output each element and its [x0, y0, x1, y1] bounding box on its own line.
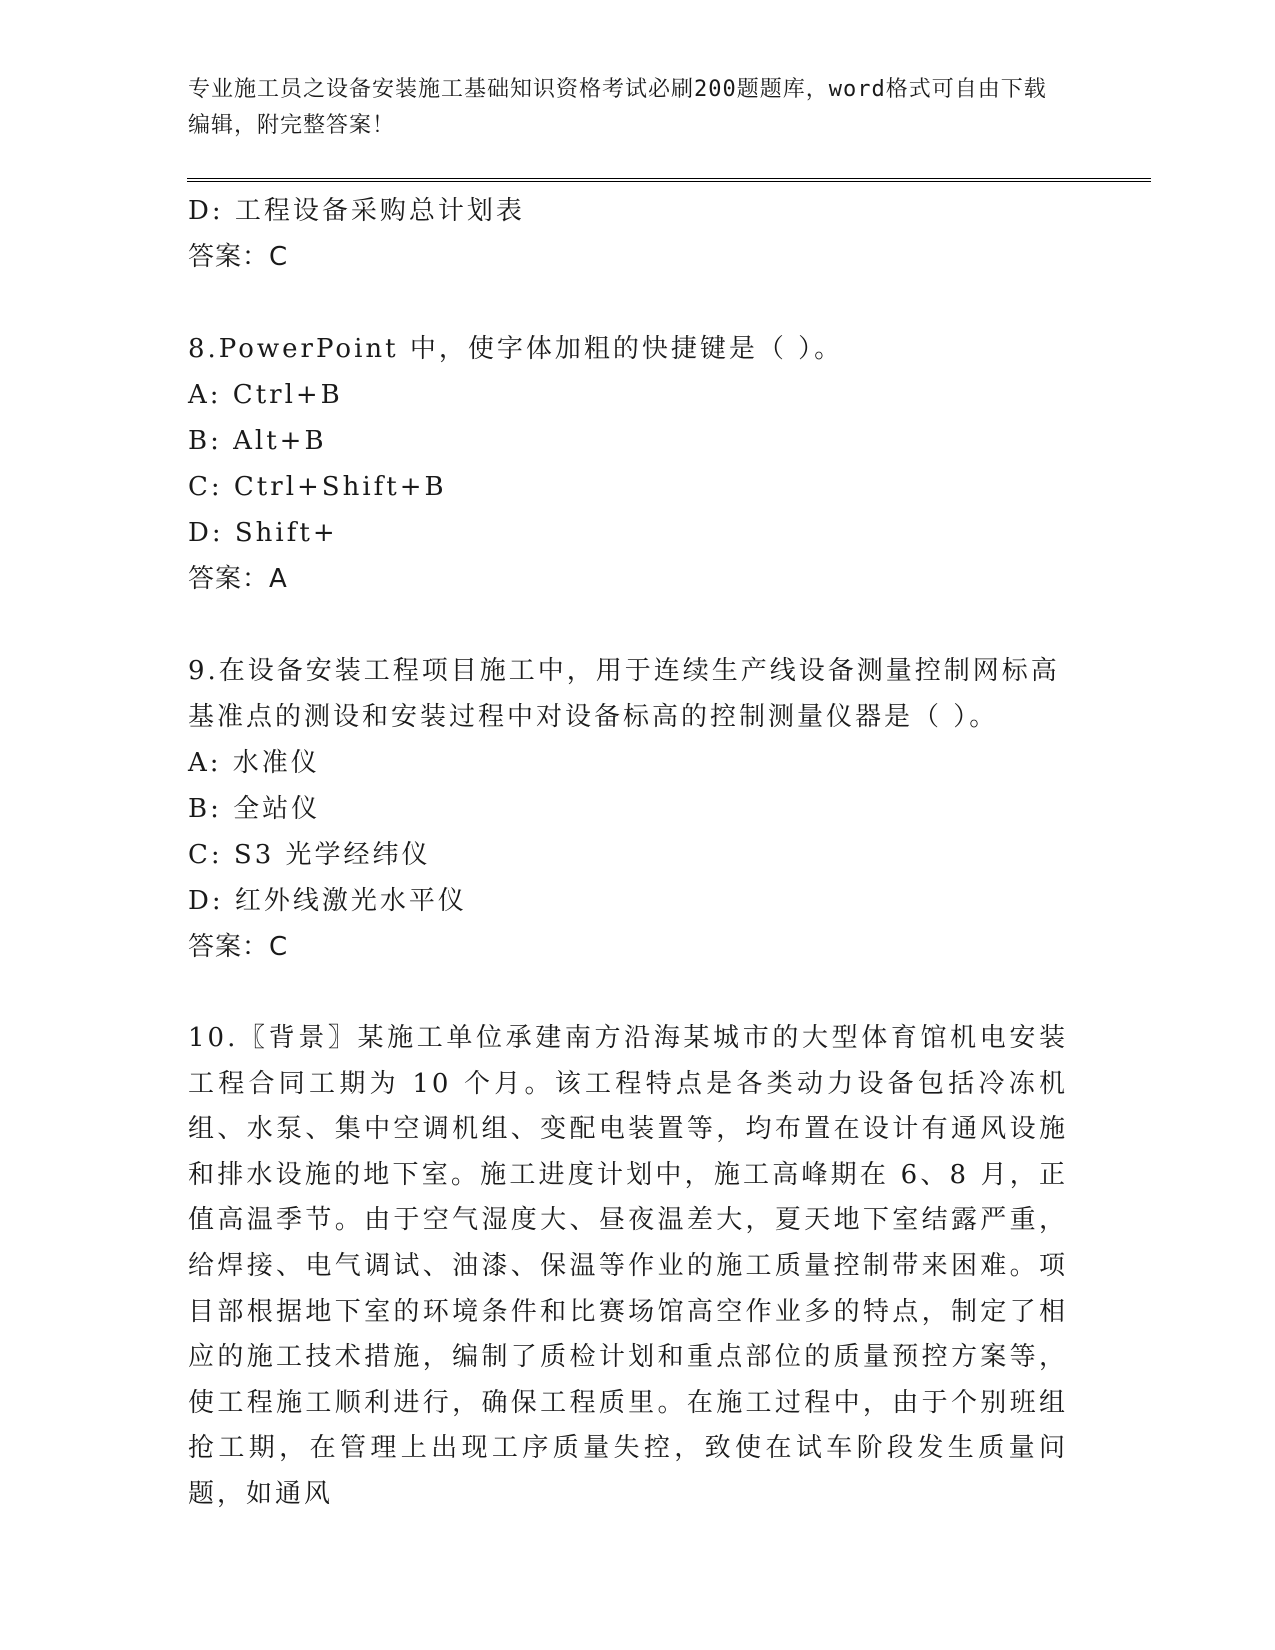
q8-option-c: C: Ctrl+Shift+B: [188, 472, 447, 502]
q9-option-b: B: 全站仪: [188, 794, 321, 824]
spacer: [188, 970, 1068, 1016]
question-10: [188, 1016, 1068, 1518]
q8-option-b: B: Alt+B: [188, 426, 327, 456]
q8-answer: 答案：A: [188, 564, 288, 594]
q9-option-d: D: 红外线激光水平仪: [188, 886, 467, 916]
q8-stem: 8.PowerPoint 中，使字体加粗的快捷键是（ ）。: [188, 334, 844, 364]
q8-option-a: A: Ctrl+B: [188, 380, 343, 410]
q9-stem-line2: 基准点的测设和安装过程中对设备标高的控制测量仪器是（ ）。: [188, 702, 999, 732]
header-divider: [187, 178, 1151, 182]
q7-option-d: D: 工程设备采购总计划表: [188, 196, 525, 226]
q10-stem: 10.〖背景〗某施工单位承建南方沿海某城市的大型体育馆机电安装工程合同工期为 10 个月。该工程特点是各类动力设备包括冷冻机组、水泵、集中空调机组、变配电装置等，均布置在设计有通风设施和排水设施的地下室。施工进度计划中，施工高峰期在 6、8 月，正值高温季节。由于空气湿度大、昼夜温差大，夏天地下室结露严重，给焊接、电气调试、油漆、保温等作业的施工质量控制带来困难。项目部根据地下室的环境条件和比赛场馆高空作业多的特点，制定了相应的施工技术措施，编制了质检计划和重点部位的质量预控方案等，使工程施工顺利进行，确保工程质里。在施工过程中，由于个别班组抢工期，在管理上出现工序质量失控，致使在试车阶段发生质量问题，如通风: [188, 1023, 1068, 1509]
page-header: 专业施工员之设备安装施工基础知识资格考试必刷200题题库，word格式可自由下载编辑，附完整答案！: [188, 77, 1047, 138]
q9-option-c: C: S3 光学经纬仪: [188, 840, 431, 870]
q7-answer: 答案：C: [188, 242, 289, 272]
q9-stem-line1: 9.在设备安装工程项目施工中，用于连续生产线设备测量控制网标高: [188, 656, 1060, 686]
question-8: [188, 326, 1068, 602]
spacer: [188, 280, 1068, 326]
question-9: [188, 648, 1068, 970]
spacer: [188, 602, 1068, 648]
q8-option-d: D: Shift+: [188, 518, 338, 548]
q9-answer: 答案：C: [188, 932, 289, 962]
q9-option-a: A: 水准仪: [188, 748, 320, 778]
document-body: [188, 188, 1068, 1518]
